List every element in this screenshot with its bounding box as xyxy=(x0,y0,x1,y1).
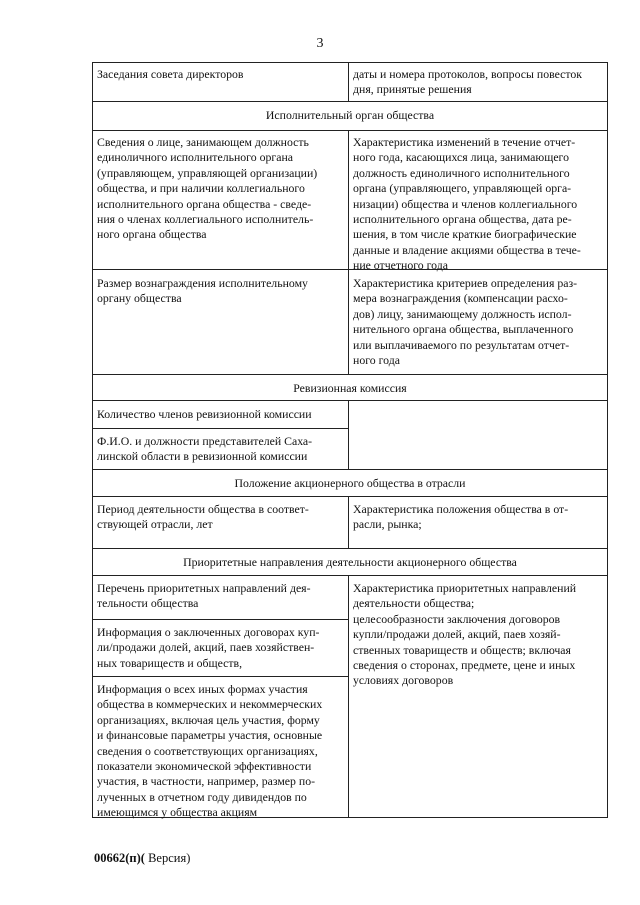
table-rule xyxy=(348,130,349,375)
text-line: расли, рынка; xyxy=(353,517,422,532)
table-rule xyxy=(92,548,608,549)
table-rule xyxy=(92,496,608,497)
section-header-industry: Положение акционерного общества в отрасли xyxy=(234,476,466,490)
text-line: Заседания совета директоров xyxy=(97,67,244,81)
text-line: дов) лицу, занимающему должность испол- xyxy=(353,306,572,321)
text-line: ния о членах коллегиального исполнитель- xyxy=(97,212,314,227)
contracts-info-label xyxy=(97,625,319,671)
text-line: Характеристика изменений в течение отчет- xyxy=(353,135,576,149)
text-line: исполнительного органа общества - сведе- xyxy=(97,196,312,211)
section-header-executive: Исполнительный орган общества xyxy=(265,108,435,122)
table-rule xyxy=(607,62,608,818)
text-line: Размер вознаграждения исполнительному xyxy=(97,276,308,290)
text-line: ние отчетного года xyxy=(353,258,448,273)
table-rule xyxy=(92,101,608,102)
text-line: показатели экономической эффективности xyxy=(97,759,312,774)
text-line: целесообразности заключения договоров xyxy=(353,611,561,626)
table-rule xyxy=(92,469,608,470)
text-line: органа (управляющего, управляющей орга- xyxy=(353,181,572,196)
document-code-number: 00662(п)( xyxy=(94,851,145,865)
text-line: ствующей отрасли, лет xyxy=(97,517,213,532)
text-line: ли/продажи долей, акций, паев хозяйствен- xyxy=(97,640,315,655)
text-line: шения, в том числе краткие биографические xyxy=(353,227,577,242)
text-line: или выплачиваемого по результатам отчет- xyxy=(353,337,570,352)
text-line: ного года xyxy=(353,353,400,368)
text-line: и финансовые параметры участия, основные xyxy=(97,728,323,743)
text-line: Ф.И.О. и должности представителей Саха- xyxy=(97,434,313,448)
table-rule xyxy=(92,575,608,576)
table-rule xyxy=(92,62,93,818)
text-line: мера вознаграждения (компенсации расхо- xyxy=(353,291,568,306)
document-version: Версия) xyxy=(144,851,191,865)
text-line: Количество членов ревизионной комиссии xyxy=(97,407,312,421)
text-line: Сведения о лице, занимающем должность xyxy=(97,135,309,149)
section-header-priority: Приоритетные направления деятельности акционерного общества xyxy=(183,555,517,569)
executive-remuneration-label xyxy=(97,276,308,307)
text-line: исполнительного органа общества, дата ре- xyxy=(353,212,572,227)
text-line: сведения о сторонах, предмете, цене и иных xyxy=(353,658,576,673)
text-line: организациях, включая цель участия, форму xyxy=(97,712,320,727)
text-line: Характеристика критериев определения раз- xyxy=(353,276,578,290)
priority-directions-label xyxy=(97,581,311,612)
table-rule xyxy=(92,62,608,63)
text-line: должность единоличного исполнительного xyxy=(353,165,570,180)
audit-members-label xyxy=(97,407,312,422)
text-line: деятельности общества; xyxy=(353,596,475,611)
table-rule xyxy=(348,496,349,549)
text-line: единоличного исполнительного органа xyxy=(97,150,293,165)
executive-info-label xyxy=(97,135,317,243)
table-rule xyxy=(348,62,349,102)
table-rule xyxy=(92,400,608,401)
priority-description xyxy=(353,581,576,689)
table-rule xyxy=(92,374,608,375)
page-number: 3 xyxy=(316,36,324,51)
industry-period-description xyxy=(353,502,568,533)
text-line: имеющимся у общества акциям xyxy=(97,805,258,820)
document-code xyxy=(94,851,190,866)
text-line: (управляющем, управляющей организации) xyxy=(97,165,318,180)
board-meetings-label xyxy=(97,67,244,82)
text-line: органу общества xyxy=(97,291,182,306)
text-line: Информация о всех иных формах участия xyxy=(97,682,308,696)
text-line: купли/продажи долей, акций, паев хозяй- xyxy=(353,627,561,642)
industry-period-label xyxy=(97,502,309,533)
text-line: Период деятельности общества в соответ- xyxy=(97,502,309,516)
text-line: участия, в частности, например, размер по- xyxy=(97,774,316,789)
text-line: низации) общества и членов коллегиального xyxy=(353,196,578,211)
executive-info-description xyxy=(353,135,581,274)
table-rule xyxy=(92,130,608,131)
text-line: сведения о соответствующих организациях, xyxy=(97,743,318,758)
text-line: линской области в ревизионной комиссии xyxy=(97,449,308,464)
text-line: дня, принятые решения xyxy=(353,82,472,97)
table-rule xyxy=(348,575,349,818)
table-rule xyxy=(348,400,349,470)
table-rule xyxy=(92,428,348,429)
text-line: общества, и при наличии коллегиального xyxy=(97,181,305,196)
audit-representatives-label xyxy=(97,434,312,465)
text-line: общества в коммерческих и некоммерческих xyxy=(97,697,323,712)
participation-info-label xyxy=(97,682,322,821)
text-line: лученных в отчетном году дивидендов по xyxy=(97,789,307,804)
text-line: нительного органа общества, выплаченного xyxy=(353,322,574,337)
text-line: ного органа общества xyxy=(97,227,207,242)
table-rule xyxy=(92,619,348,620)
text-line: Характеристика положения общества в от- xyxy=(353,502,569,516)
executive-remuneration-description xyxy=(353,276,577,368)
text-line: ных товариществ и обществ, xyxy=(97,655,243,670)
section-header-audit: Ревизионная комиссия xyxy=(293,381,407,395)
table-rule xyxy=(92,676,348,677)
text-line: тельности общества xyxy=(97,596,199,611)
text-line: условиях договоров xyxy=(353,673,454,688)
text-line: Характеристика приоритетных направлений xyxy=(353,581,577,595)
text-line: данные и владение акциями общества в тече- xyxy=(353,242,581,257)
board-meetings-description xyxy=(353,67,582,98)
text-line: ственных товариществ и обществ; включая xyxy=(353,642,571,657)
report-table xyxy=(92,62,608,818)
text-line: даты и номера протоколов, вопросы повесток xyxy=(353,67,582,81)
text-line: ного года, касающихся лица, занимающего xyxy=(353,150,569,165)
text-line: Перечень приоритетных направлений дея- xyxy=(97,581,311,595)
text-line: Информация о заключенных договорах куп- xyxy=(97,625,320,639)
